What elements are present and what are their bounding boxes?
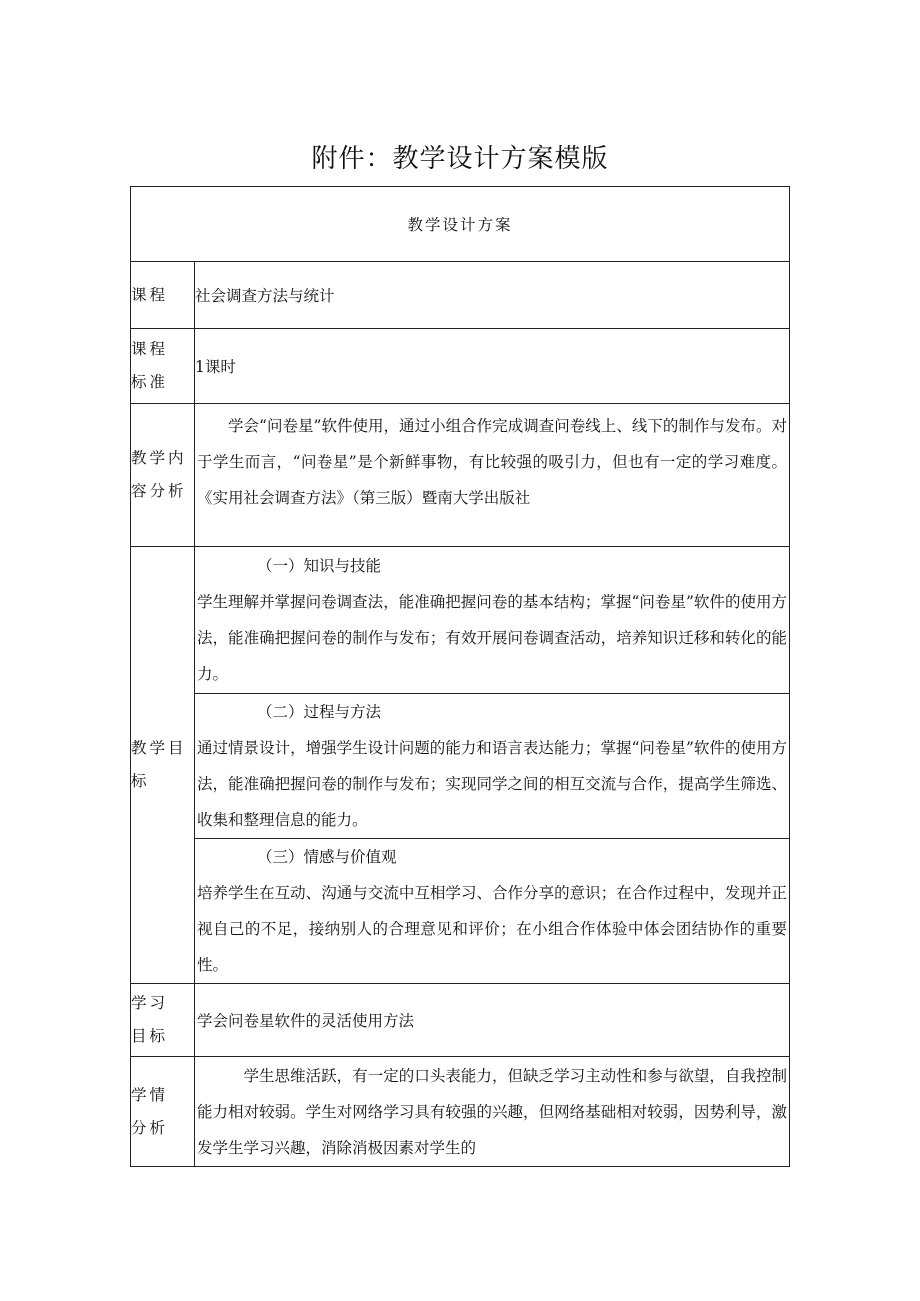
standard-value: 1课时 xyxy=(195,329,790,404)
objective-section xyxy=(195,547,790,694)
table-header: 教学设计方案 xyxy=(131,187,790,262)
learner-analysis-label xyxy=(131,1057,195,1167)
table-header-row xyxy=(131,187,790,262)
learner-analysis-text: 学生思维活跃，有一定的口头表能力，但缺乏学习主动性和参与欲望，自我控制能力相对较弱。学生对网络学习具有较强的兴趣，但网络基础相对较弱，因势利导，激发学生学习兴趣，消除消极因素对学生的 xyxy=(197,1066,787,1157)
learning-goal-row xyxy=(131,984,790,1057)
objective-text: 通过情景设计，增强学生设计问题的能力和语言表达能力；掌握“问卷星”软件的使用方法，能准确把握问卷的制作与发布；实现同学之间的相互交流与合作，提高学生筛选、收集和整理信息的能力。 xyxy=(197,739,787,829)
learner-analysis-label-line1: 学情 xyxy=(131,1085,169,1104)
standard-label xyxy=(131,329,195,404)
document-title: 附件：教学设计方案模版 xyxy=(311,144,609,174)
standard-label-line2: 标准 xyxy=(131,373,169,391)
objective-title: （三）情感与价值观 xyxy=(257,848,397,866)
objective-section xyxy=(195,839,790,984)
course-label: 课程 xyxy=(131,262,195,329)
content-analysis-text: 学会“问卷星”软件使用，通过小组合作完成调查问卷线上、线下的制作与发布。对于学生而言，“问卷星”是个新鲜事物，有比较强的吸引力，但也有一定的学习难度。《实用社会调查方法》（第三版）暨南大学出版社 xyxy=(197,417,787,507)
objective-section xyxy=(195,694,790,839)
content-analysis-cell xyxy=(195,404,790,547)
objective-text: 学生理解并掌握问卷调查法，能准确把握问卷的基本结构；掌握“问卷星”软件的使用方法，能准确把握问卷的制作与发布；有效开展问卷调查活动，培养知识迁移和转化的能力。 xyxy=(197,593,787,683)
standard-label-line1: 课程 xyxy=(131,340,169,358)
content-analysis-label-line1: 教学内 xyxy=(131,449,187,467)
learner-analysis-row xyxy=(131,1057,790,1167)
objectives-label xyxy=(131,547,195,984)
course-row xyxy=(131,262,790,329)
objectives-row-3 xyxy=(131,839,790,984)
standard-row xyxy=(131,329,790,404)
teaching-plan-table xyxy=(130,186,790,1167)
content-analysis-row xyxy=(131,404,790,547)
learner-analysis-cell xyxy=(195,1057,790,1167)
learning-goal-label-line1: 学习 xyxy=(131,994,169,1012)
objectives-label-line2: 标 xyxy=(131,772,150,790)
objective-text: 培养学生在互动、沟通与交流中互相学习、合作分享的意识；在合作过程中，发现并正视自己的不足，接纳别人的合理意见和评价；在小组合作体验中体会团结协作的重要性。 xyxy=(197,884,787,974)
content-analysis-label-line2: 容分析 xyxy=(131,482,187,500)
objective-title: （二）过程与方法 xyxy=(257,703,382,721)
course-value: 社会调查方法与统计 xyxy=(195,262,790,329)
learning-goal-text: 学会问卷星软件的灵活使用方法 xyxy=(195,984,790,1057)
learner-analysis-label-line2: 分析 xyxy=(131,1118,169,1137)
objectives-label-line1: 教学目 xyxy=(131,739,187,757)
objective-title: （一）知识与技能 xyxy=(257,557,382,575)
learning-goal-label xyxy=(131,984,195,1057)
learning-goal-label-line2: 目标 xyxy=(131,1027,169,1045)
objectives-row-1 xyxy=(131,547,790,694)
content-analysis-label xyxy=(131,404,195,547)
objectives-row-2 xyxy=(131,694,790,839)
